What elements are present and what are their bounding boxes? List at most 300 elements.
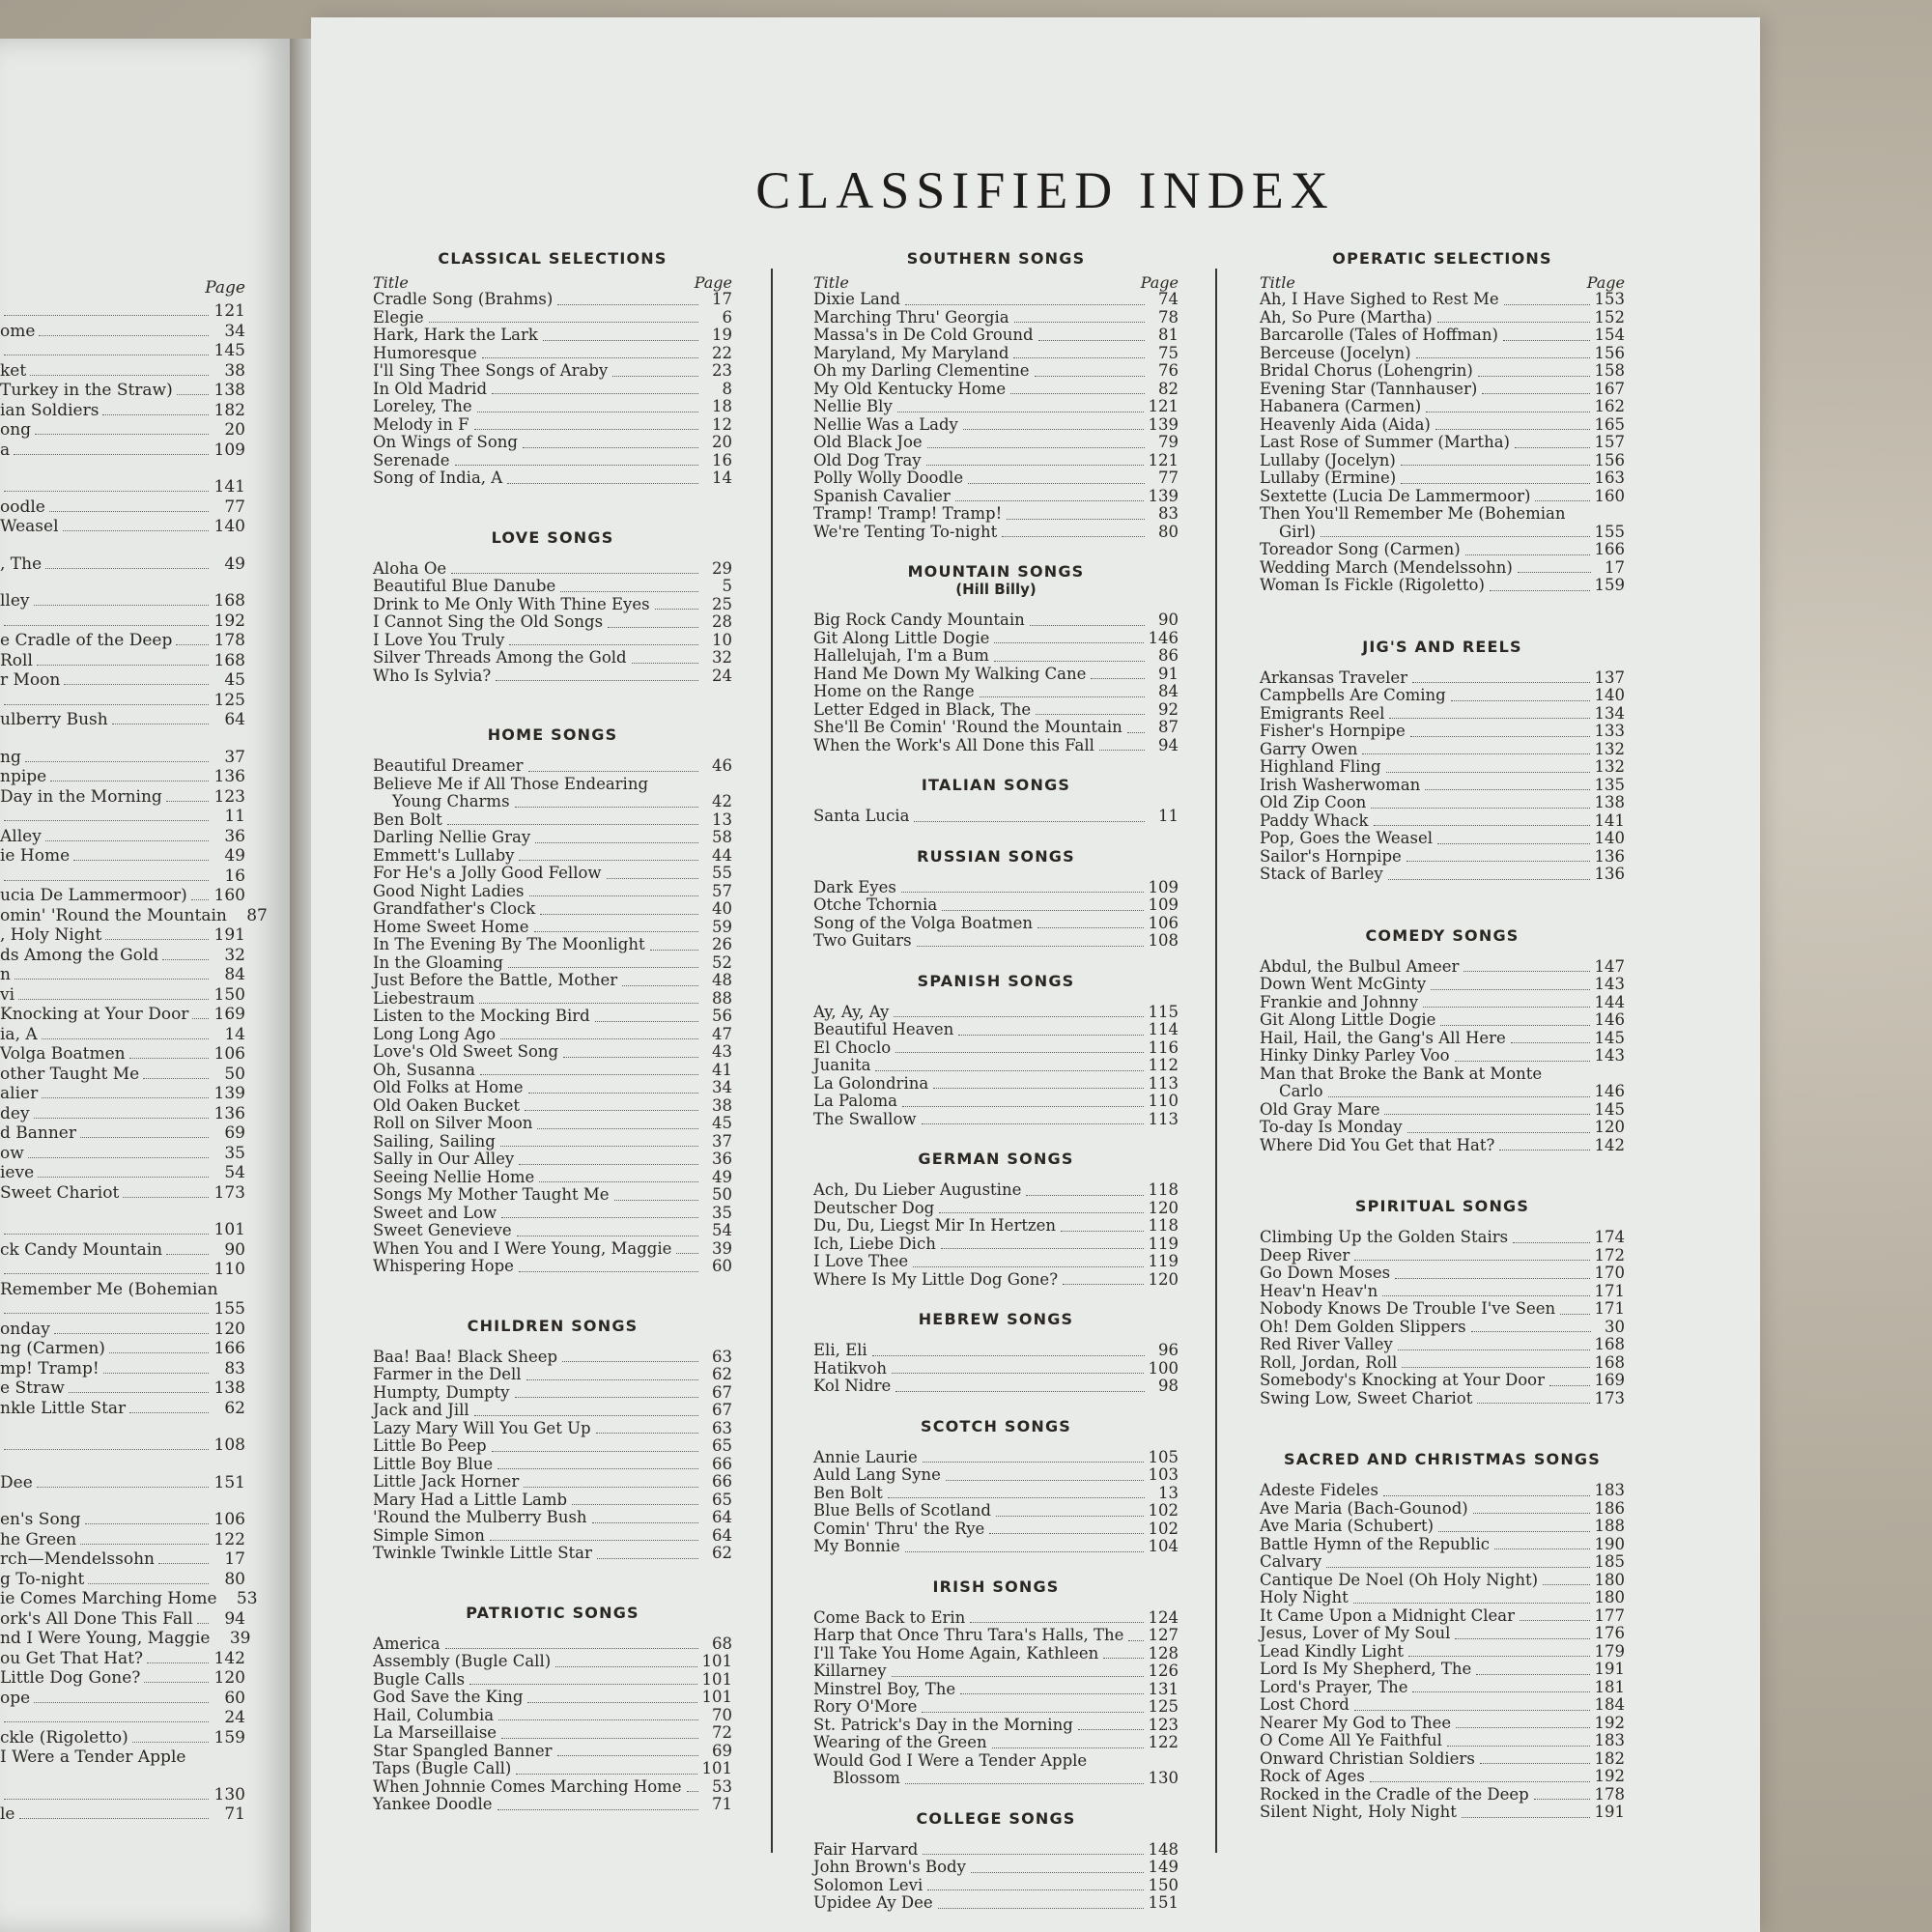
dot-leader (498, 1719, 698, 1720)
entry-page: 132 (1594, 739, 1625, 758)
entry-page: 184 (1594, 1695, 1625, 1714)
section-spacer (813, 1828, 1179, 1841)
index-entry (1260, 794, 1625, 812)
section-heading: HOME SONGS (487, 725, 618, 744)
dot-leader (1389, 718, 1589, 719)
dot-leader (1362, 753, 1589, 754)
entry-page: 119 (1148, 1252, 1179, 1270)
entry-title: Hail, Columbia (373, 1705, 495, 1724)
left-index-page: 139 (213, 1084, 245, 1103)
left-index-row (0, 805, 245, 826)
dot-leader (28, 1157, 209, 1158)
entry-title: Upidee Ay Dee (813, 1893, 933, 1912)
left-index-page: 94 (224, 1608, 245, 1629)
dot-leader (1416, 357, 1590, 358)
entry-title: Humpty, Dumpty (373, 1382, 510, 1402)
index-entry (373, 416, 732, 435)
left-index-page: 122 (213, 1529, 245, 1549)
entry-title: On Wings of Song (373, 433, 518, 451)
left-index-title: Sweet Chariot (0, 1182, 120, 1203)
left-index-page: 110 (213, 1260, 245, 1279)
index-entry (373, 883, 732, 901)
dot-leader (4, 1721, 209, 1722)
entry-page: 60 (712, 1257, 732, 1275)
entry-page: 136 (1594, 865, 1625, 883)
dot-leader (535, 842, 698, 843)
entry-title: Solomon Levi (813, 1875, 923, 1894)
entry-title: America (373, 1634, 440, 1653)
dot-leader (557, 304, 698, 305)
left-index-title: Day in the Morning (0, 786, 162, 807)
column-divider (1215, 269, 1217, 1853)
dot-leader (509, 644, 698, 645)
left-index-title: , Holy Night (0, 925, 102, 945)
dot-leader (1478, 376, 1590, 377)
left-index-page: 45 (224, 670, 245, 690)
entry-title: Old Oaken Bucket (373, 1095, 520, 1115)
entry-page: 168 (1594, 1335, 1625, 1353)
dot-leader (37, 665, 209, 666)
left-index-row (0, 1318, 245, 1339)
entry-page: 120 (1148, 1198, 1179, 1217)
left-index-page: 77 (224, 497, 245, 517)
index-entry (813, 701, 1179, 720)
index-entry (1260, 1300, 1625, 1319)
left-index-page: 108 (213, 1435, 245, 1455)
entry-title: Campbells Are Coming (1260, 686, 1446, 704)
dot-leader (1423, 1007, 1589, 1008)
dot-leader (955, 500, 1144, 501)
dot-leader (1437, 322, 1590, 323)
entry-page: 46 (712, 756, 732, 775)
entry-page: 109 (1148, 895, 1179, 914)
entry-title: When You and I Were Young, Maggie (373, 1238, 672, 1258)
left-index-title: ia, A (0, 1024, 38, 1044)
left-index-row (0, 1548, 245, 1569)
index-entry (813, 1271, 1179, 1290)
entry-title: Home Sweet Home (373, 917, 529, 936)
entry-title: Garry Owen (1260, 739, 1358, 758)
entry-page: 180 (1594, 1588, 1625, 1606)
entry-page: 171 (1594, 1281, 1625, 1300)
dot-leader (39, 335, 209, 336)
entry-page: 178 (1594, 1784, 1625, 1804)
index-entry (813, 1877, 1179, 1895)
entry-page: 62 (712, 1365, 732, 1383)
left-index-row (0, 1607, 245, 1629)
dot-leader (1412, 1691, 1589, 1692)
entry-page: 168 (1594, 1352, 1625, 1372)
dot-leader (994, 642, 1143, 643)
index-entry (373, 469, 732, 488)
entry-title: To-day Is Monday (1260, 1118, 1403, 1136)
dot-leader (922, 1123, 1144, 1124)
entry-page: 159 (1594, 576, 1625, 594)
index-entry (373, 1635, 732, 1654)
left-index-row (0, 439, 245, 460)
entry-page: 44 (712, 845, 732, 865)
left-index-row (0, 610, 245, 631)
dot-leader (1128, 1640, 1143, 1641)
dot-leader (1354, 1260, 1589, 1261)
index-entry (1260, 1264, 1625, 1283)
left-index-page: 120 (213, 1319, 245, 1339)
section-spacer (813, 866, 1179, 879)
dot-leader (445, 1648, 698, 1649)
entry-title: Ben Bolt (813, 1483, 883, 1502)
left-index-title: ian Soldiers (0, 400, 99, 420)
dot-leader (1440, 1025, 1589, 1026)
index-entry (1260, 1679, 1625, 1697)
entry-page: 109 (1148, 877, 1179, 896)
entry-title: Oh, Susanna (373, 1060, 475, 1079)
entry-page: 66 (712, 1472, 732, 1491)
dot-leader (1383, 1495, 1590, 1496)
entry-title: Ben Bolt (373, 810, 442, 829)
dot-leader (1382, 1295, 1589, 1296)
entry-page: 183 (1594, 1481, 1625, 1499)
left-index-page: 109 (213, 440, 245, 460)
index-entry (373, 1240, 732, 1259)
left-index-title: Volga Boatmen (0, 1044, 126, 1064)
left-index-row (0, 1063, 245, 1084)
dot-leader (508, 967, 698, 968)
index-entry (1260, 1661, 1625, 1679)
index-entry (813, 1075, 1179, 1094)
entry-title: Ave Maria (Schubert) (1260, 1517, 1435, 1535)
dot-leader (4, 880, 209, 881)
index-entry (813, 398, 1179, 416)
entry-title: Hallelujah, I'm a Bum (813, 646, 989, 665)
index-entry (1260, 434, 1625, 452)
index-entry (373, 865, 732, 883)
entry-page: 191 (1594, 1803, 1625, 1821)
dot-leader (994, 661, 1145, 662)
entry-page: 79 (1158, 433, 1179, 451)
index-entry (813, 488, 1179, 506)
entry-title: Nellie Bly (813, 397, 893, 415)
dot-leader (1455, 1638, 1589, 1639)
entry-page: 119 (1148, 1234, 1179, 1253)
left-index-page: 16 (224, 866, 245, 886)
entry-title: Home on the Range (813, 682, 975, 700)
entry-title: When Johnnie Comes Marching Home (373, 1776, 682, 1796)
dot-leader (30, 375, 209, 376)
entry-page: 124 (1148, 1607, 1179, 1627)
index-entry (1260, 416, 1625, 435)
index-entry (1260, 1607, 1625, 1626)
entry-page: 143 (1594, 1046, 1625, 1065)
entry-page: 5 (722, 577, 732, 595)
index-entry (813, 1021, 1179, 1039)
entry-title: Emmett's Lullaby (373, 845, 515, 865)
entry-page: 125 (1148, 1697, 1179, 1716)
section-heading: IRISH SONGS (932, 1577, 1060, 1596)
index-entry (813, 1698, 1179, 1717)
left-index-page: 62 (224, 1398, 245, 1418)
entry-page: 40 (712, 899, 732, 918)
dot-leader (905, 1783, 1144, 1784)
dot-leader (482, 357, 698, 358)
index-entry (813, 1681, 1179, 1699)
dot-leader (147, 1662, 209, 1663)
entry-page: 173 (1594, 1388, 1625, 1407)
dot-leader (1036, 714, 1145, 715)
dot-leader (4, 1234, 209, 1235)
entry-title: Bugle Calls (373, 1669, 466, 1689)
index-entry (373, 1169, 732, 1187)
index-entry (373, 1097, 732, 1116)
section-spacer (813, 1596, 1179, 1609)
entry-page: 149 (1148, 1858, 1179, 1876)
left-index-row (0, 320, 245, 341)
left-index-page: 130 (213, 1784, 245, 1804)
entry-title: Beautiful Dreamer (373, 756, 524, 775)
entry-title: El Choclo (813, 1037, 892, 1057)
left-index-page: 120 (213, 1668, 245, 1688)
index-entry (813, 719, 1179, 737)
entry-title: Heavenly Aida (Aida) (1260, 414, 1431, 434)
left-index-row (0, 844, 245, 866)
dot-leader (1127, 732, 1145, 733)
index-entry (373, 1079, 732, 1097)
entry-page: 65 (712, 1490, 732, 1509)
entry-page: 145 (1594, 1099, 1625, 1119)
dot-leader (1091, 678, 1145, 679)
entry-title: Lead Kindly Light (1260, 1641, 1405, 1661)
index-section (813, 249, 1179, 541)
dot-leader (1482, 393, 1589, 394)
entry-title: Battle Hymn of the Republic (1260, 1534, 1491, 1553)
dot-leader (4, 704, 209, 705)
section-spacer (813, 1328, 1179, 1342)
dot-leader (1030, 625, 1145, 626)
dot-leader (524, 1487, 698, 1488)
section-spacer (813, 1168, 1179, 1181)
left-index-row (0, 1471, 245, 1492)
dot-leader (612, 376, 698, 377)
dot-leader (1451, 700, 1590, 701)
index-section (813, 1150, 1179, 1289)
dot-leader (1406, 861, 1590, 862)
dot-leader (905, 1551, 1144, 1552)
entry-page: 176 (1594, 1624, 1625, 1642)
index-entry (813, 291, 1179, 309)
entry-page: 67 (712, 1401, 732, 1419)
entry-title: Juanita (813, 1056, 871, 1074)
left-index-title: d Banner (0, 1123, 76, 1143)
entry-title: Deutscher Dog (813, 1198, 935, 1217)
entry-title: Humoresque (373, 343, 477, 362)
entry-page: 147 (1594, 956, 1625, 976)
dot-leader (102, 414, 209, 415)
entry-title: We're Tenting To-night (813, 522, 998, 541)
left-index-row (0, 1627, 251, 1648)
dot-leader (933, 1088, 1143, 1089)
index-entry (813, 808, 1179, 826)
dot-leader (469, 1684, 696, 1685)
index-entry (813, 1662, 1179, 1681)
index-entry (813, 1717, 1179, 1735)
left-index-page: 145 (213, 341, 245, 360)
index-entry (373, 900, 732, 919)
entry-title: Nearer My God to Thee (1260, 1713, 1452, 1732)
index-entry (1260, 1319, 1625, 1337)
entry-page: 34 (712, 1078, 732, 1096)
entry-page: 153 (1594, 290, 1625, 308)
index-entry (1260, 505, 1625, 524)
entry-title: Roll, Jordan, Roll (1260, 1352, 1398, 1372)
index-entry (813, 1734, 1179, 1752)
index-section (1260, 249, 1625, 595)
left-index-row (0, 475, 245, 497)
index-entry (373, 398, 732, 416)
entry-page: 30 (1605, 1317, 1625, 1336)
section-spacer (1260, 1215, 1625, 1229)
left-index-title: ie Home (0, 846, 71, 866)
dot-leader (1515, 447, 1590, 448)
entry-title: Sweet Genevieve (373, 1221, 512, 1239)
entry-title: When the Work's All Done this Fall (813, 735, 1094, 754)
book-gutter (290, 39, 311, 1932)
entry-page: 141 (1594, 810, 1625, 830)
index-entry (373, 1456, 732, 1474)
dot-leader (1063, 1284, 1143, 1285)
index-entry (1260, 1786, 1625, 1804)
dot-leader (1455, 1061, 1590, 1062)
entry-title: Tramp! Tramp! Tramp! (813, 504, 1003, 523)
left-index-row (0, 1218, 245, 1239)
dot-leader (1370, 1781, 1590, 1782)
entry-title: Nellie Was a Lady (813, 414, 958, 434)
column-header (1260, 273, 1625, 291)
left-index-page: 150 (213, 984, 245, 1005)
index-entry (1260, 1696, 1625, 1715)
entry-page: 91 (1158, 664, 1179, 683)
entry-page: 58 (712, 828, 732, 846)
index-entry (373, 1420, 732, 1438)
entry-title: Santa Lucia (813, 807, 910, 825)
entry-title: Sweet and Low (373, 1203, 497, 1222)
left-index-title: n (0, 965, 11, 984)
entry-title: Jesus, Lover of My Soul (1260, 1624, 1451, 1642)
entry-title: Roll on Silver Moon (373, 1114, 533, 1132)
section-spacer (373, 1622, 732, 1635)
index-entry (1260, 1482, 1625, 1500)
entry-page: 128 (1148, 1643, 1179, 1662)
entry-title: Spanish Cavalier (813, 486, 951, 505)
left-index-title: Dee (0, 1472, 33, 1492)
left-index-page: 159 (213, 1727, 245, 1747)
entry-page: 167 (1594, 379, 1625, 398)
entry-page: 23 (712, 361, 732, 380)
dot-leader (1477, 1403, 1589, 1404)
section-heading: MOUNTAIN SONGS (907, 562, 1085, 581)
dot-leader (1456, 1727, 1589, 1728)
entry-title: Old Folks at Home (373, 1078, 524, 1096)
left-index-row (0, 1568, 245, 1589)
title-column-label: Title (813, 273, 849, 292)
index-entry (373, 452, 732, 470)
section-heading: SACRED AND CHRISTMAS SONGS (1284, 1450, 1601, 1468)
left-index-page: 169 (213, 1005, 245, 1024)
left-index-title: g To-night (0, 1569, 85, 1589)
entry-title: 'Round the Mulberry Bush (373, 1508, 587, 1526)
index-entry (813, 1360, 1179, 1378)
left-index-page: 173 (213, 1182, 245, 1203)
dot-leader (1435, 429, 1590, 430)
entry-page: 17 (712, 290, 732, 308)
index-entry (813, 1004, 1179, 1022)
left-index-row (0, 1377, 245, 1398)
entry-title: Climbing Up the Golden Stairs (1260, 1228, 1509, 1246)
left-index-row (0, 1357, 245, 1378)
left-index-page: 136 (213, 767, 245, 786)
entry-page: 143 (1594, 975, 1625, 993)
page-title: CLASSIFIED INDEX (755, 161, 1335, 219)
section-spacer (813, 990, 1179, 1004)
entry-title: Blossom (833, 1769, 900, 1787)
entry-page: 183 (1594, 1731, 1625, 1749)
section-heading: SCOTCH SONGS (920, 1416, 1072, 1435)
entry-title: Twinkle Twinkle Little Star (373, 1544, 592, 1562)
left-index-page: 20 (224, 420, 245, 440)
left-index-page: 123 (213, 786, 245, 807)
dot-leader (875, 1070, 1143, 1071)
index-entry (373, 847, 732, 866)
left-index-page: 64 (224, 710, 245, 729)
entry-title: Long Long Ago (373, 1024, 497, 1043)
entry-title: Where Did You Get that Hat? (1260, 1135, 1495, 1154)
dot-leader (539, 1181, 698, 1182)
entry-title: Kol Nidre (813, 1377, 892, 1395)
index-entry (813, 896, 1179, 915)
dot-leader (45, 840, 209, 841)
entry-title: Cantique De Noel (Oh Holy Night) (1260, 1570, 1539, 1589)
left-index-title: other Taught Me (0, 1064, 140, 1084)
entry-page: 169 (1594, 1371, 1625, 1389)
page-column-label: Page (694, 273, 732, 292)
left-index-row (0, 1783, 245, 1804)
dot-leader (451, 573, 698, 574)
index-entry (813, 524, 1179, 542)
section-spacer (373, 1335, 732, 1349)
index-entry (373, 972, 732, 990)
dot-leader (1328, 1096, 1590, 1097)
entry-page: 181 (1594, 1677, 1625, 1696)
index-entry (1260, 1011, 1625, 1030)
index-entry (1260, 1047, 1625, 1065)
left-index-page: 80 (224, 1569, 245, 1589)
index-entry (373, 668, 732, 686)
left-index-title: ow (0, 1143, 24, 1163)
dot-leader (1560, 1314, 1589, 1315)
entry-page: 86 (1158, 646, 1179, 665)
dot-leader (37, 1487, 209, 1488)
index-entry (373, 919, 732, 937)
entry-title: Songs My Mother Taught Me (373, 1185, 610, 1204)
index-section (813, 562, 1179, 754)
section-heading: SPIRITUAL SONGS (1354, 1197, 1530, 1215)
entry-page: 171 (1594, 1299, 1625, 1318)
dot-leader (42, 1038, 209, 1039)
entry-title: Song of the Volga Boatmen (813, 913, 1034, 932)
dot-leader (996, 1516, 1144, 1517)
index-entry (813, 1609, 1179, 1628)
page-column-label: Page (1140, 273, 1179, 292)
index-entry (1260, 1247, 1625, 1265)
index-entry (373, 345, 732, 363)
